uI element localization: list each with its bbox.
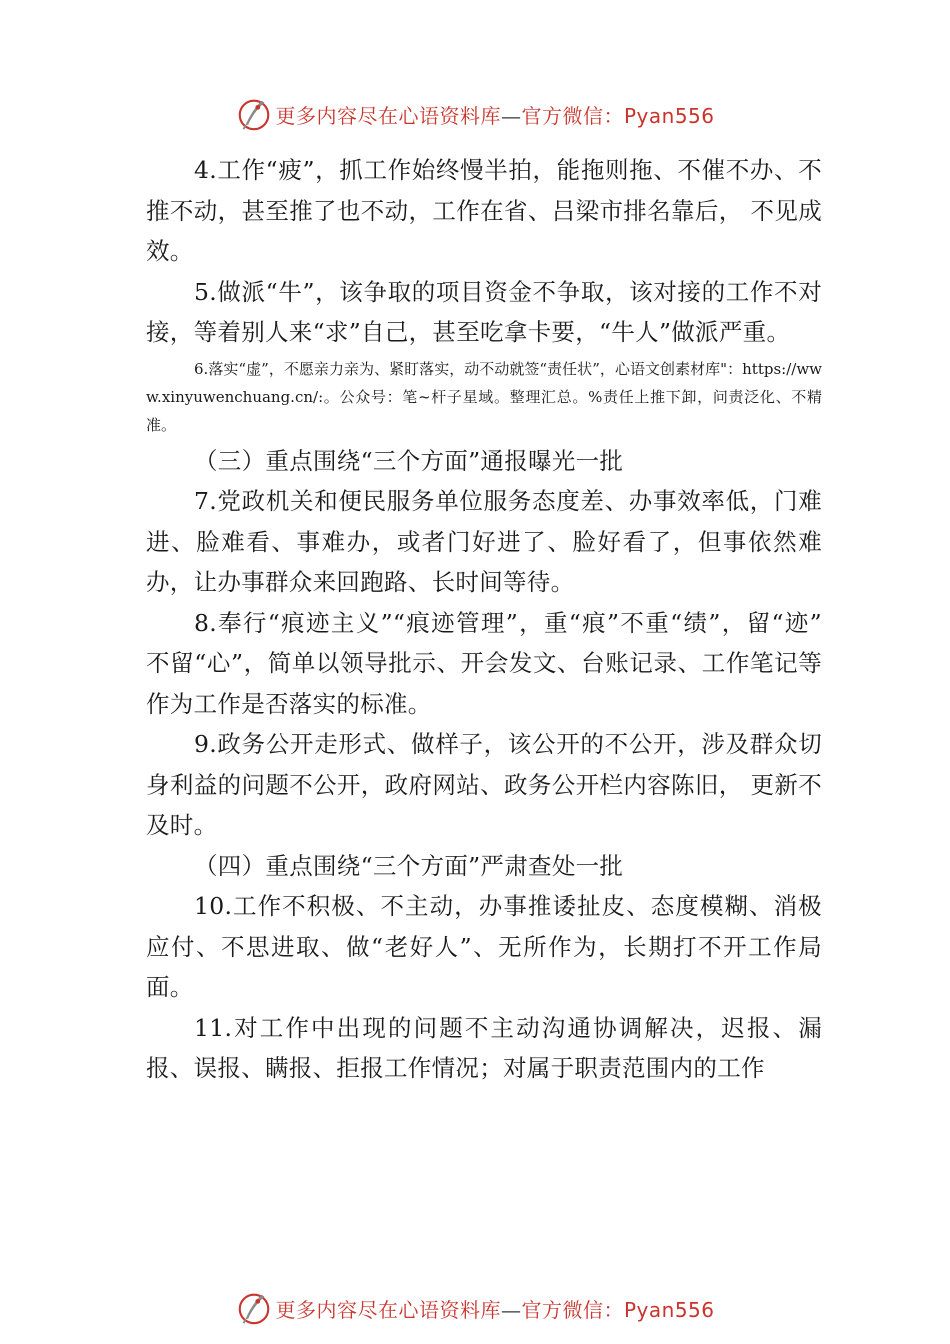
paragraph-8: 8.奉行“痕迹主义”“痕迹管理”，重“痕”不重“绩”，留“迹” 不留“心”，简单以领导批示、开会发文、台账记录、工作笔记等作为工作是否落实的标准。 bbox=[146, 608, 822, 718]
banner-text bbox=[275, 1294, 714, 1323]
banner-text bbox=[275, 100, 714, 129]
banner-dash: — bbox=[500, 103, 522, 128]
banner-title: 更多内容尽在心语资料库 bbox=[275, 1297, 501, 1322]
paragraph-4: 4.工作“疲”，抓工作始终慢半拍，能拖则拖、不催不办、不推不动，甚至推了也不动，工作在省、吕梁市排名靠后， 不见成效。 bbox=[146, 156, 822, 265]
paragraph-9: 9.政务公开走形式、做样子，该公开的不公开，涉及群众切身利益的问题不公开，政府网站、政务公开栏内容陈旧， 更新不及时。 bbox=[146, 730, 822, 839]
section-heading-3: （三）重点围绕“三个方面”通报曝光一批 bbox=[194, 446, 624, 475]
document-body bbox=[146, 150, 822, 1089]
banner-wechat-id: Pyan556 bbox=[623, 1297, 715, 1322]
paragraph-10: 10.工作不积极、不主动，办事推诿扯皮、态度模糊、消极应付、不思进取、做“老好人”、无所作为，长期打不开工作局面。 bbox=[146, 892, 822, 1001]
paragraph-11: 11.对工作中出现的问题不主动沟通协调解决，迟报、漏报、误报、瞒报、拒报工作情况；对属于职责范围内的工作 bbox=[146, 1013, 822, 1082]
banner-dash: — bbox=[500, 1297, 522, 1322]
section-heading-4: （四）重点围绕“三个方面”严肃查处一批 bbox=[194, 851, 624, 880]
banner-title: 更多内容尽在心语资料库 bbox=[275, 103, 501, 128]
paragraph-5: 5.做派“牛”，该争取的项目资金不争取，该对接的工作不对接，等着别人来“求”自己，甚至吃拿卡要，“牛人”做派严重。 bbox=[146, 277, 822, 346]
header-banner bbox=[0, 92, 950, 136]
paragraph-6: 6.落实“虚”，不愿亲力亲为、紧盯落实，动不动就签“责任状”，心语文创素材库"：https://www.xinyuwenchuang.cn/:。公众号：笔~杆子星域。整理汇总。%责任上推下卸，问责泛化、不精准。 bbox=[146, 359, 822, 434]
quill-pen-circle-icon bbox=[235, 1289, 273, 1327]
quill-pen-circle-icon bbox=[235, 95, 273, 133]
banner-wechat-label: 官方微信： bbox=[521, 103, 624, 128]
paragraph-7: 7.党政机关和便民服务单位服务态度差、办事效率低，门难进、脸难看、事难办，或者门好进了、脸好看了，但事依然难办，让办事群众来回跑路、长时间等待。 bbox=[146, 487, 822, 596]
banner-wechat-label: 官方微信： bbox=[521, 1297, 624, 1322]
banner-wechat-id: Pyan556 bbox=[623, 103, 715, 128]
footer-banner bbox=[0, 1286, 950, 1330]
